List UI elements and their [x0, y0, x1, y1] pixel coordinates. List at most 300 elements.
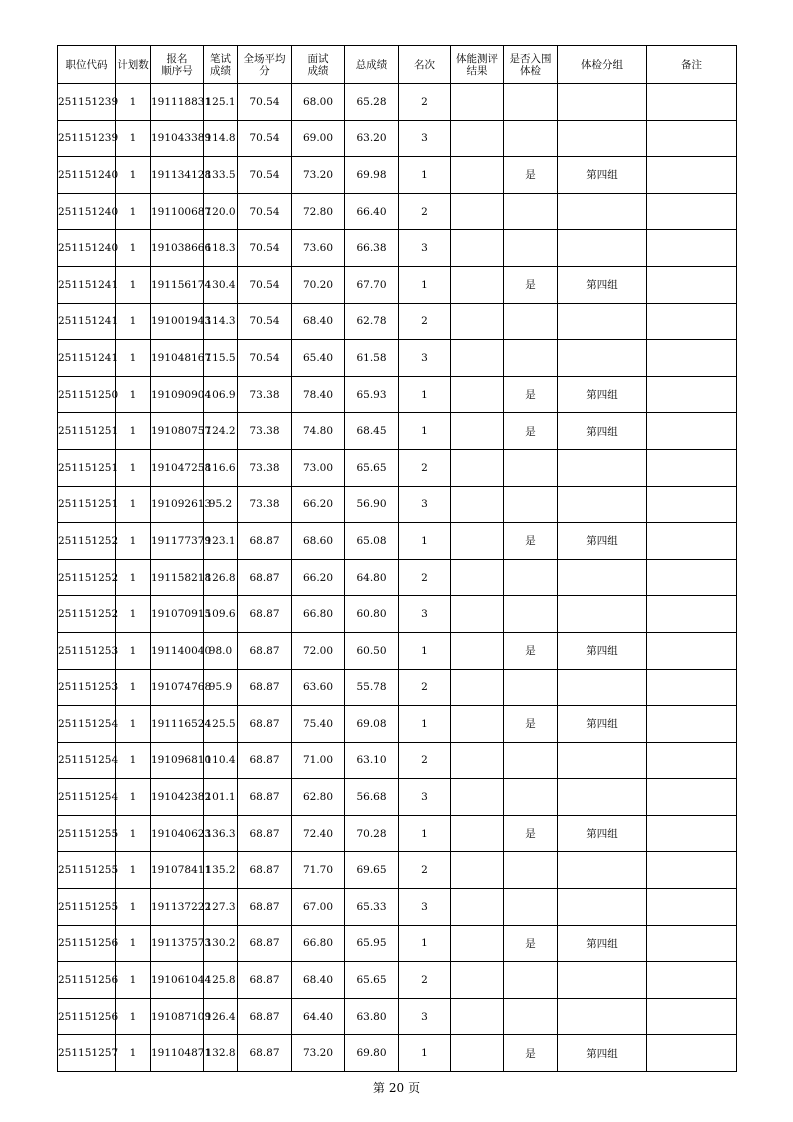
- cell-total: 65.08: [345, 523, 399, 560]
- cell-seq: 191080757: [151, 413, 204, 450]
- cell-group: 第四组: [558, 266, 647, 303]
- cell-remark: [647, 596, 737, 633]
- cell-shortlist: [504, 669, 558, 706]
- cell-code: 251151254: [58, 742, 116, 779]
- table-row: [58, 340, 737, 377]
- cell-shortlist: [504, 962, 558, 999]
- cell-total: 60.80: [345, 596, 399, 633]
- cell-remark: [647, 815, 737, 852]
- cell-avg: 68.87: [238, 779, 292, 816]
- cell-written: 125.5: [204, 706, 238, 743]
- cell-seq: 191140040: [151, 632, 204, 669]
- cell-written: 126.8: [204, 559, 238, 596]
- cell-remark: [647, 84, 737, 121]
- cell-total: 65.95: [345, 925, 399, 962]
- page-footer: [0, 1079, 793, 1096]
- table-row: [58, 889, 737, 926]
- cell-rank: 3: [399, 230, 451, 267]
- cell-code: 251151252: [58, 596, 116, 633]
- table-row: [58, 303, 737, 340]
- cell-total: 63.80: [345, 998, 399, 1035]
- cell-total: 61.58: [345, 340, 399, 377]
- cell-interview: 69.00: [292, 120, 345, 157]
- cell-fitness: [451, 84, 504, 121]
- cell-written: 132.8: [204, 1035, 238, 1072]
- cell-remark: [647, 486, 737, 523]
- cell-rank: 2: [399, 962, 451, 999]
- table-row: [58, 962, 737, 999]
- cell-group: [558, 742, 647, 779]
- cell-avg: 68.87: [238, 852, 292, 889]
- cell-rank: 2: [399, 193, 451, 230]
- cell-seq: 191158218: [151, 559, 204, 596]
- cell-plan: 1: [116, 852, 151, 889]
- cell-shortlist: [504, 852, 558, 889]
- cell-rank: 3: [399, 120, 451, 157]
- cell-interview: 73.20: [292, 157, 345, 194]
- cell-avg: 68.87: [238, 632, 292, 669]
- cell-fitness: [451, 449, 504, 486]
- cell-seq: 191156174: [151, 266, 204, 303]
- cell-avg: 68.87: [238, 596, 292, 633]
- cell-group: [558, 303, 647, 340]
- cell-total: 56.68: [345, 779, 399, 816]
- cell-group: [558, 962, 647, 999]
- cell-remark: [647, 559, 737, 596]
- header-shortlist: 是否入围 体检: [504, 46, 558, 84]
- cell-fitness: [451, 303, 504, 340]
- header-written: 笔试 成绩: [204, 46, 238, 84]
- cell-plan: 1: [116, 1035, 151, 1072]
- cell-interview: 72.40: [292, 815, 345, 852]
- cell-plan: 1: [116, 266, 151, 303]
- cell-fitness: [451, 742, 504, 779]
- header-interview: 面试 成绩: [292, 46, 345, 84]
- cell-total: 66.38: [345, 230, 399, 267]
- score-table: [57, 45, 737, 1072]
- cell-group: [558, 120, 647, 157]
- header-seq: 报名 顺序号: [151, 46, 204, 84]
- cell-interview: 78.40: [292, 376, 345, 413]
- cell-rank: 2: [399, 559, 451, 596]
- cell-plan: 1: [116, 157, 151, 194]
- cell-total: 56.90: [345, 486, 399, 523]
- cell-code: 251151256: [58, 925, 116, 962]
- cell-plan: 1: [116, 303, 151, 340]
- cell-written: 130.4: [204, 266, 238, 303]
- cell-avg: 70.54: [238, 193, 292, 230]
- page-prefix: 第: [372, 1081, 385, 1095]
- cell-total: 69.98: [345, 157, 399, 194]
- table-row: [58, 193, 737, 230]
- cell-seq: 191043389: [151, 120, 204, 157]
- cell-group: [558, 779, 647, 816]
- cell-remark: [647, 230, 737, 267]
- cell-total: 67.70: [345, 266, 399, 303]
- cell-rank: 1: [399, 413, 451, 450]
- cell-plan: 1: [116, 376, 151, 413]
- cell-seq: 191118831: [151, 84, 204, 121]
- cell-code: 251151251: [58, 449, 116, 486]
- cell-seq: 191078411: [151, 852, 204, 889]
- cell-written: 123.1: [204, 523, 238, 560]
- cell-interview: 73.00: [292, 449, 345, 486]
- cell-avg: 70.54: [238, 230, 292, 267]
- cell-shortlist: 是: [504, 706, 558, 743]
- cell-avg: 68.87: [238, 706, 292, 743]
- cell-shortlist: [504, 230, 558, 267]
- cell-code: 251151254: [58, 779, 116, 816]
- cell-avg: 70.54: [238, 266, 292, 303]
- cell-written: 101.1: [204, 779, 238, 816]
- cell-plan: 1: [116, 962, 151, 999]
- cell-remark: [647, 376, 737, 413]
- cell-remark: [647, 998, 737, 1035]
- cell-avg: 68.87: [238, 815, 292, 852]
- cell-group: [558, 230, 647, 267]
- cell-avg: 70.54: [238, 303, 292, 340]
- cell-total: 64.80: [345, 559, 399, 596]
- cell-rank: 1: [399, 925, 451, 962]
- cell-shortlist: [504, 486, 558, 523]
- cell-fitness: [451, 193, 504, 230]
- cell-rank: 1: [399, 1035, 451, 1072]
- cell-written: 126.4: [204, 998, 238, 1035]
- cell-seq: 191100687: [151, 193, 204, 230]
- cell-group: [558, 84, 647, 121]
- cell-plan: 1: [116, 742, 151, 779]
- cell-rank: 3: [399, 596, 451, 633]
- cell-rank: 3: [399, 340, 451, 377]
- cell-code: 251151251: [58, 413, 116, 450]
- cell-interview: 70.20: [292, 266, 345, 303]
- cell-shortlist: 是: [504, 523, 558, 560]
- cell-total: 65.65: [345, 962, 399, 999]
- cell-fitness: [451, 376, 504, 413]
- table-row: [58, 852, 737, 889]
- cell-code: 251151253: [58, 632, 116, 669]
- cell-avg: 68.87: [238, 523, 292, 560]
- table-row: [58, 559, 737, 596]
- cell-remark: [647, 852, 737, 889]
- cell-interview: 66.20: [292, 486, 345, 523]
- header-group: 体检分组: [558, 46, 647, 84]
- page-suffix: 页: [408, 1081, 421, 1095]
- cell-seq: 191137573: [151, 925, 204, 962]
- cell-code: 251151257: [58, 1035, 116, 1072]
- cell-interview: 68.60: [292, 523, 345, 560]
- cell-interview: 66.80: [292, 925, 345, 962]
- cell-written: 130.2: [204, 925, 238, 962]
- cell-written: 95.9: [204, 669, 238, 706]
- cell-avg: 73.38: [238, 486, 292, 523]
- cell-fitness: [451, 852, 504, 889]
- cell-written: 133.5: [204, 157, 238, 194]
- cell-group: [558, 449, 647, 486]
- table-row: [58, 376, 737, 413]
- cell-written: 127.3: [204, 889, 238, 926]
- cell-fitness: [451, 523, 504, 560]
- cell-written: 120.0: [204, 193, 238, 230]
- cell-shortlist: [504, 559, 558, 596]
- header-plan: 计划数: [116, 46, 151, 84]
- cell-plan: 1: [116, 559, 151, 596]
- cell-total: 60.50: [345, 632, 399, 669]
- cell-avg: 68.87: [238, 889, 292, 926]
- table-row: [58, 157, 737, 194]
- cell-rank: 1: [399, 632, 451, 669]
- cell-interview: 72.80: [292, 193, 345, 230]
- cell-avg: 70.54: [238, 157, 292, 194]
- cell-rank: 3: [399, 889, 451, 926]
- cell-plan: 1: [116, 449, 151, 486]
- cell-shortlist: 是: [504, 376, 558, 413]
- cell-shortlist: [504, 998, 558, 1035]
- cell-total: 65.33: [345, 889, 399, 926]
- cell-rank: 2: [399, 669, 451, 706]
- cell-remark: [647, 1035, 737, 1072]
- cell-written: 124.2: [204, 413, 238, 450]
- cell-code: 251151253: [58, 669, 116, 706]
- cell-plan: 1: [116, 998, 151, 1035]
- cell-shortlist: [504, 889, 558, 926]
- cell-remark: [647, 889, 737, 926]
- cell-group: [558, 486, 647, 523]
- cell-seq: 191038666: [151, 230, 204, 267]
- cell-plan: 1: [116, 523, 151, 560]
- cell-shortlist: [504, 449, 558, 486]
- cell-avg: 68.87: [238, 962, 292, 999]
- cell-seq: 191090904: [151, 376, 204, 413]
- cell-fitness: [451, 559, 504, 596]
- cell-code: 251151254: [58, 706, 116, 743]
- table-row: [58, 413, 737, 450]
- cell-seq: 191137222: [151, 889, 204, 926]
- cell-written: 136.3: [204, 815, 238, 852]
- cell-total: 63.20: [345, 120, 399, 157]
- cell-remark: [647, 779, 737, 816]
- cell-fitness: [451, 266, 504, 303]
- cell-code: 251151252: [58, 559, 116, 596]
- header-remark: 备注: [647, 46, 737, 84]
- cell-fitness: [451, 230, 504, 267]
- table-row: [58, 523, 737, 560]
- table-row: [58, 925, 737, 962]
- cell-rank: 2: [399, 84, 451, 121]
- cell-rank: 1: [399, 815, 451, 852]
- cell-group: 第四组: [558, 1035, 647, 1072]
- cell-fitness: [451, 669, 504, 706]
- cell-code: 251151252: [58, 523, 116, 560]
- cell-code: 251151239: [58, 120, 116, 157]
- cell-plan: 1: [116, 193, 151, 230]
- cell-shortlist: [504, 742, 558, 779]
- header-total: 总成绩: [345, 46, 399, 84]
- cell-written: 114.8: [204, 120, 238, 157]
- table-body: [58, 84, 737, 1072]
- cell-fitness: [451, 779, 504, 816]
- cell-shortlist: [504, 120, 558, 157]
- cell-remark: [647, 632, 737, 669]
- table-row: [58, 779, 737, 816]
- cell-shortlist: 是: [504, 266, 558, 303]
- table-row: [58, 230, 737, 267]
- cell-rank: 2: [399, 449, 451, 486]
- cell-shortlist: [504, 596, 558, 633]
- cell-fitness: [451, 632, 504, 669]
- cell-rank: 1: [399, 157, 451, 194]
- cell-rank: 2: [399, 852, 451, 889]
- cell-remark: [647, 120, 737, 157]
- cell-plan: 1: [116, 84, 151, 121]
- cell-seq: 191104871: [151, 1035, 204, 1072]
- cell-plan: 1: [116, 779, 151, 816]
- cell-seq: 191177379: [151, 523, 204, 560]
- cell-rank: 2: [399, 742, 451, 779]
- cell-group: [558, 596, 647, 633]
- cell-code: 251151255: [58, 815, 116, 852]
- cell-rank: 3: [399, 779, 451, 816]
- cell-avg: 73.38: [238, 413, 292, 450]
- table-row: [58, 998, 737, 1035]
- cell-seq: 191116524: [151, 706, 204, 743]
- cell-total: 66.40: [345, 193, 399, 230]
- cell-interview: 73.60: [292, 230, 345, 267]
- cell-interview: 64.40: [292, 998, 345, 1035]
- cell-plan: 1: [116, 632, 151, 669]
- cell-fitness: [451, 340, 504, 377]
- cell-group: 第四组: [558, 523, 647, 560]
- cell-interview: 73.20: [292, 1035, 345, 1072]
- cell-seq: 191042382: [151, 779, 204, 816]
- cell-written: 135.2: [204, 852, 238, 889]
- cell-rank: 3: [399, 486, 451, 523]
- cell-group: 第四组: [558, 376, 647, 413]
- cell-shortlist: [504, 84, 558, 121]
- cell-code: 251151240: [58, 230, 116, 267]
- cell-code: 251151239: [58, 84, 116, 121]
- cell-written: 125.1: [204, 84, 238, 121]
- cell-fitness: [451, 925, 504, 962]
- cell-remark: [647, 340, 737, 377]
- cell-seq: 191048167: [151, 340, 204, 377]
- cell-fitness: [451, 486, 504, 523]
- cell-remark: [647, 925, 737, 962]
- cell-remark: [647, 742, 737, 779]
- cell-group: 第四组: [558, 157, 647, 194]
- cell-group: 第四组: [558, 925, 647, 962]
- cell-shortlist: 是: [504, 815, 558, 852]
- cell-interview: 62.80: [292, 779, 345, 816]
- table-row: [58, 596, 737, 633]
- cell-code: 251151256: [58, 998, 116, 1035]
- cell-written: 115.5: [204, 340, 238, 377]
- cell-plan: 1: [116, 889, 151, 926]
- header-avg: 全场平均 分: [238, 46, 292, 84]
- cell-avg: 68.87: [238, 742, 292, 779]
- cell-interview: 63.60: [292, 669, 345, 706]
- cell-seq: 191087109: [151, 998, 204, 1035]
- cell-fitness: [451, 962, 504, 999]
- cell-seq: 191001943: [151, 303, 204, 340]
- cell-total: 65.65: [345, 449, 399, 486]
- table-row: [58, 486, 737, 523]
- cell-shortlist: [504, 779, 558, 816]
- cell-group: [558, 889, 647, 926]
- cell-written: 109.6: [204, 596, 238, 633]
- table-row: [58, 84, 737, 121]
- cell-seq: 191092613: [151, 486, 204, 523]
- cell-written: 125.8: [204, 962, 238, 999]
- cell-remark: [647, 193, 737, 230]
- cell-total: 55.78: [345, 669, 399, 706]
- cell-rank: 1: [399, 266, 451, 303]
- cell-plan: 1: [116, 413, 151, 450]
- cell-fitness: [451, 120, 504, 157]
- header-code: 职位代码: [58, 46, 116, 84]
- cell-code: 251151251: [58, 486, 116, 523]
- table-row: [58, 742, 737, 779]
- table-row: [58, 669, 737, 706]
- cell-code: 251151255: [58, 889, 116, 926]
- cell-interview: 68.40: [292, 303, 345, 340]
- cell-interview: 72.00: [292, 632, 345, 669]
- cell-remark: [647, 266, 737, 303]
- cell-plan: 1: [116, 230, 151, 267]
- cell-group: [558, 340, 647, 377]
- cell-interview: 71.00: [292, 742, 345, 779]
- cell-group: 第四组: [558, 413, 647, 450]
- header-rank: 名次: [399, 46, 451, 84]
- cell-rank: 1: [399, 523, 451, 560]
- cell-avg: 73.38: [238, 376, 292, 413]
- cell-plan: 1: [116, 120, 151, 157]
- cell-total: 65.93: [345, 376, 399, 413]
- cell-seq: 191096810: [151, 742, 204, 779]
- cell-fitness: [451, 157, 504, 194]
- cell-group: [558, 559, 647, 596]
- cell-code: 251151240: [58, 157, 116, 194]
- cell-code: 251151241: [58, 340, 116, 377]
- cell-remark: [647, 413, 737, 450]
- cell-interview: 65.40: [292, 340, 345, 377]
- cell-group: 第四组: [558, 632, 647, 669]
- table-row: [58, 449, 737, 486]
- cell-seq: 191047258: [151, 449, 204, 486]
- table-row: [58, 632, 737, 669]
- cell-remark: [647, 669, 737, 706]
- cell-plan: 1: [116, 706, 151, 743]
- cell-plan: 1: [116, 815, 151, 852]
- cell-rank: 1: [399, 706, 451, 743]
- cell-interview: 68.00: [292, 84, 345, 121]
- cell-fitness: [451, 998, 504, 1035]
- cell-plan: 1: [116, 596, 151, 633]
- cell-avg: 70.54: [238, 120, 292, 157]
- cell-interview: 75.40: [292, 706, 345, 743]
- cell-code: 251151256: [58, 962, 116, 999]
- cell-fitness: [451, 889, 504, 926]
- cell-rank: 3: [399, 998, 451, 1035]
- cell-written: 98.0: [204, 632, 238, 669]
- cell-group: [558, 998, 647, 1035]
- cell-seq: 191134128: [151, 157, 204, 194]
- cell-seq: 191074768: [151, 669, 204, 706]
- cell-fitness: [451, 706, 504, 743]
- cell-interview: 66.20: [292, 559, 345, 596]
- cell-total: 65.28: [345, 84, 399, 121]
- cell-fitness: [451, 815, 504, 852]
